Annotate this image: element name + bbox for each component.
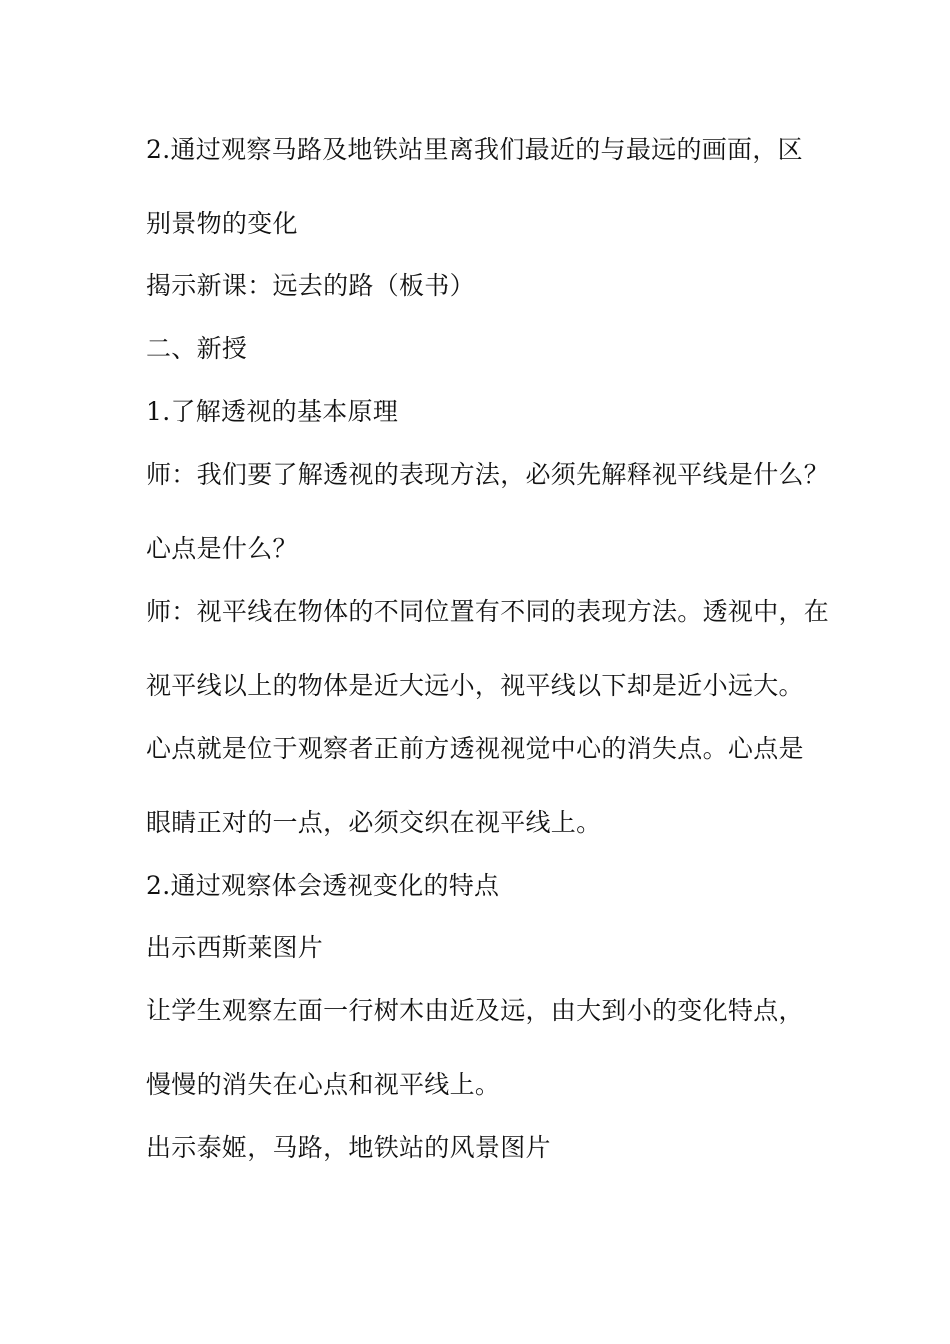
text-line: 视平线以上的物体是近大远小，视平线以下却是近小远大。 (146, 671, 804, 700)
text-line: 心点就是位于观察者正前方透视视觉中心的消失点。心点是 (146, 734, 804, 763)
text-line: 出示西斯莱图片 (146, 933, 324, 962)
text-line: 揭示新课：远去的路（板书） (146, 271, 475, 300)
text-line: 心点是什么？ (146, 534, 298, 563)
section-heading: 二、新授 (146, 334, 248, 363)
text-line: 出示泰姬，马路，地铁站的风景图片 (146, 1133, 551, 1162)
text-line: 让学生观察左面一行树木由近及远，由大到小的变化特点， (146, 996, 804, 1025)
text-line: 别景物的变化 (146, 209, 298, 238)
subsection-heading: 2.通过观察体会透视变化的特点 (146, 871, 500, 900)
text-line: 师：视平线在物体的不同位置有不同的表现方法。透视中，在 (146, 597, 830, 626)
text-line: 2.通过观察马路及地铁站里离我们最近的与最远的画面，区 (146, 135, 803, 164)
text-line: 眼睛正对的一点，必须交织在视平线上。 (146, 808, 602, 837)
text-line: 慢慢的消失在心点和视平线上。 (146, 1070, 501, 1099)
text-line: 师：我们要了解透视的表现方法，必须先解释视平线是什么？ (146, 460, 830, 489)
subsection-heading: 1.了解透视的基本原理 (146, 397, 399, 426)
